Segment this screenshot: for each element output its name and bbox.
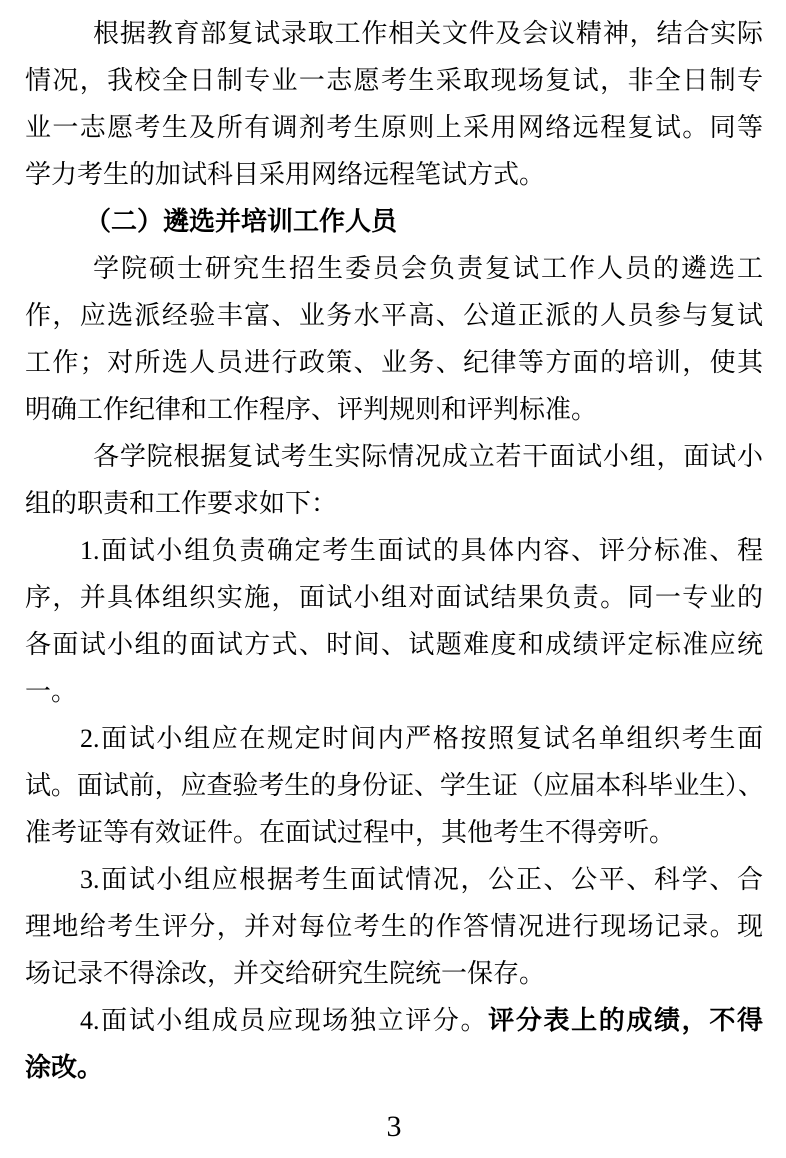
text-line: 准考证等有效证件。在面试过程中，其他考生不得旁听。 bbox=[25, 818, 676, 847]
paragraph-groups bbox=[25, 433, 763, 527]
text-line: 明确工作纪律和工作程序、评判规则和评判标准。 bbox=[25, 395, 598, 424]
text-line: 一。 bbox=[25, 677, 78, 706]
paragraph-staff bbox=[25, 245, 763, 433]
list-item-1 bbox=[25, 527, 763, 715]
text-line: 理地给考生评分，并对每位考生的作答情况进行现场记录。现 bbox=[25, 912, 763, 941]
text-line: 2.面试小组应在规定时间内严格按照复试名单组织考生面 bbox=[80, 724, 763, 753]
text-line: 序，并具体组织实施，面试小组对面试结果负责。同一专业的 bbox=[25, 583, 763, 612]
text-line: 学院硕士研究生招生委员会负责复试工作人员的遴选工 bbox=[93, 254, 763, 283]
text-line: 试。面试前，应查验考生的身份证、学生证（应届本科毕业生）、 bbox=[25, 771, 763, 800]
text-line bbox=[25, 1044, 763, 1091]
page-number: 3 bbox=[386, 1110, 402, 1143]
text-line: 3.面试小组应根据考生面试情况，公正、公平、科学、合 bbox=[80, 865, 763, 894]
text-line: 各面试小组的面试方式、时间、试题难度和成绩评定标准应统 bbox=[25, 630, 763, 659]
text-line: 组的职责和工作要求如下： bbox=[25, 489, 338, 518]
text-line: 1.面试小组负责确定考生面试的具体内容、评分标准、程 bbox=[80, 536, 763, 565]
list-item-3 bbox=[25, 856, 763, 997]
text-line: 场记录不得涂改，并交给研究生院统一保存。 bbox=[25, 959, 546, 988]
text-line: 情况，我校全日制专业一志愿考生采取现场复试，非全日制专 bbox=[25, 66, 763, 95]
text-line: 业一志愿考生及所有调剂考生原则上采用网络远程复试。同等 bbox=[25, 113, 763, 142]
text-line: 各学院根据复试考生实际情况成立若干面试小组，面试小 bbox=[93, 442, 763, 471]
text-segment: 4.面试小组成员应现场独立评分。 bbox=[80, 1006, 489, 1035]
text-line: 根据教育部复试录取工作相关文件及会议精神，结合实际 bbox=[93, 19, 763, 48]
section-heading: （二）遴选并培训工作人员 bbox=[85, 207, 398, 236]
text-line: 作，应选派经验丰富、业务水平高、公道正派的人员参与复试 bbox=[25, 301, 763, 330]
text-line bbox=[25, 997, 763, 1044]
text-line: 工作；对所选人员进行政策、业务、纪律等方面的培训，使其 bbox=[25, 348, 763, 377]
bold-text: 评分表上的成绩，不得 bbox=[488, 1006, 763, 1035]
list-item-4 bbox=[25, 997, 763, 1091]
paragraph-intro bbox=[25, 10, 763, 198]
bold-text: 涂改。 bbox=[25, 1053, 104, 1082]
text-line: 学力考生的加试科目采用网络远程笔试方式。 bbox=[25, 160, 546, 189]
list-item-2 bbox=[25, 715, 763, 856]
